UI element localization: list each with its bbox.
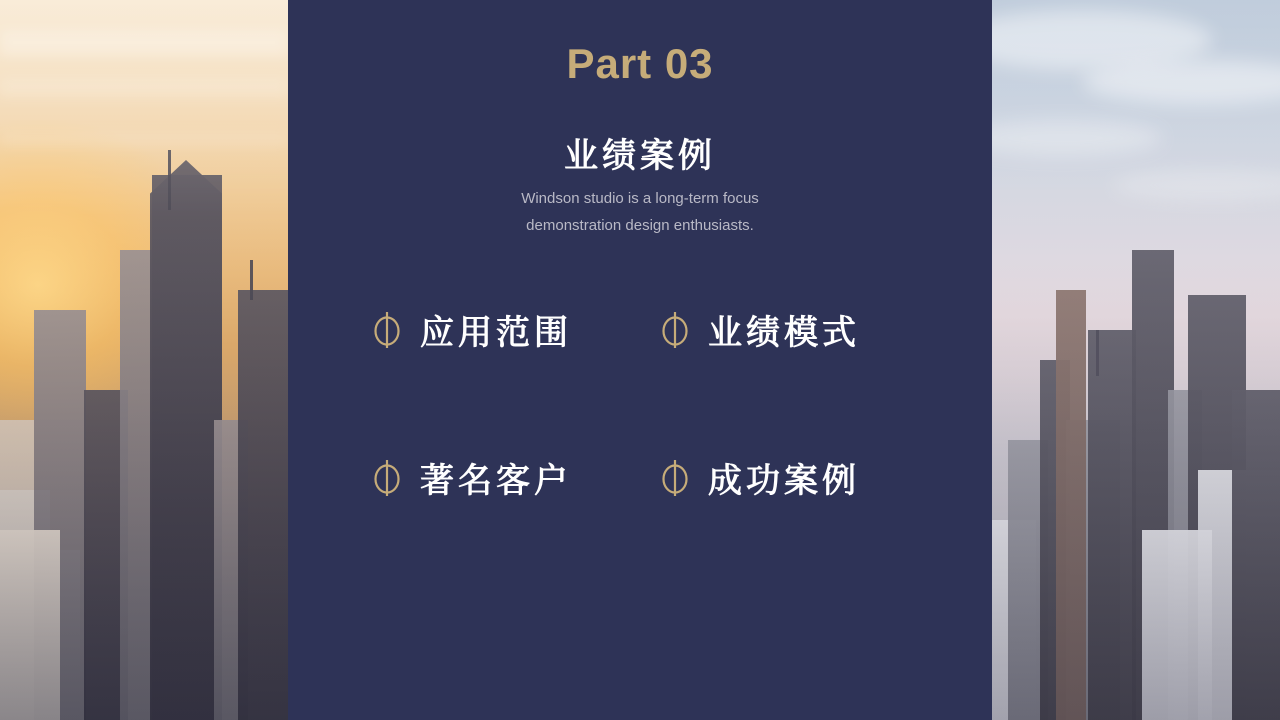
section-number: Part 03	[566, 40, 714, 87]
page-title: 业绩案例	[564, 137, 716, 175]
agenda-item-label: 成功案例	[708, 462, 860, 500]
subtitle-line-2: demonstration design enthusiasts.	[526, 217, 754, 234]
circle-slash-icon	[658, 458, 692, 498]
subtitle	[288, 185, 992, 239]
left-city-photo	[0, 0, 288, 720]
agenda-item-2[interactable]	[658, 305, 860, 354]
right-city-photo	[992, 0, 1280, 720]
circle-slash-icon	[370, 310, 404, 350]
agenda-item-label: 应用范围	[420, 314, 572, 352]
circle-slash-icon	[370, 458, 404, 498]
agenda-item-3[interactable]	[370, 453, 572, 502]
atmospheric-haze	[0, 0, 288, 720]
circle-slash-icon	[658, 310, 692, 350]
content-panel	[288, 0, 992, 720]
subtitle-line-1: Windson studio is a long-term focus	[521, 190, 759, 207]
atmospheric-haze	[992, 0, 1280, 720]
agenda-item-label: 业绩模式	[708, 314, 860, 352]
agenda-item-1[interactable]	[370, 305, 572, 354]
agenda-grid	[348, 295, 932, 595]
agenda-item-label: 著名客户	[420, 462, 572, 500]
agenda-item-4[interactable]	[658, 453, 860, 502]
